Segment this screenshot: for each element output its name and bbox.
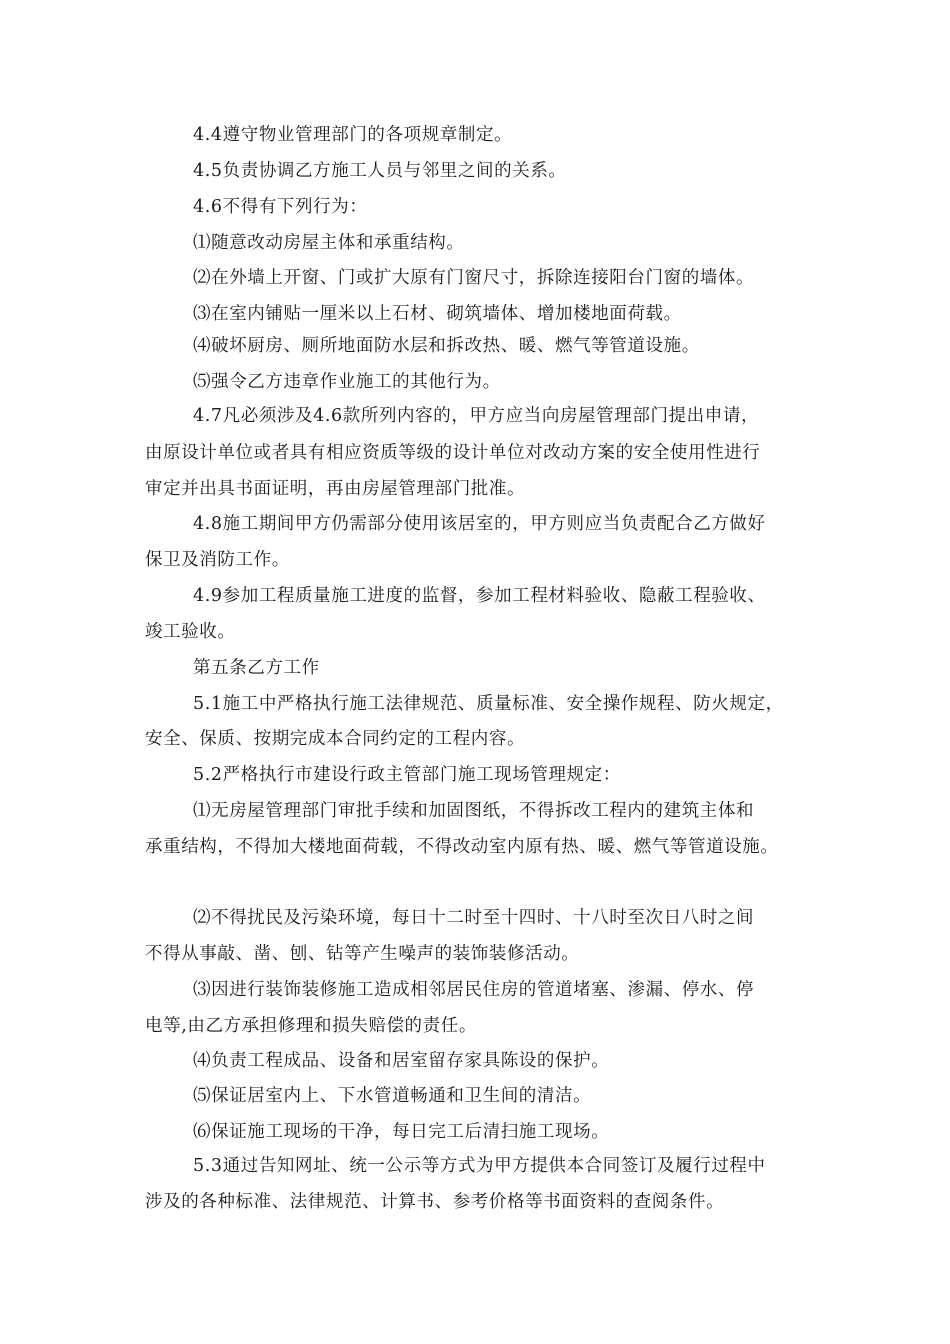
clause-4-6: 4.6不得有下列行为： [193, 197, 368, 217]
clause-4-6-item-2: ⑵在外墙上开窗、门或扩大原有门窗尺寸，拆除连接阳台门窗的墙体。 [193, 268, 755, 288]
clause-4-4: 4.4遵守物业管理部门的各项规章制定。 [193, 125, 513, 145]
clause-4-6-item-1: ⑴随意改动房屋主体和承重结构。 [193, 233, 465, 253]
clause-5-2-item-2-line-2: 不得从事敲、凿、刨、钻等产生噪声的装饰装修活动。 [145, 944, 580, 964]
clause-5-1-line-2: 安全、保质、按期完成本合同约定的工程内容。 [145, 729, 526, 749]
clause-4-6-item-5: ⑸强令乙方违章作业施工的其他行为。 [193, 372, 501, 392]
clause-5-2-item-3-line-2: 电等,由乙方承担修理和损失赔偿的责任。 [145, 1016, 477, 1036]
clause-4-7-line-3: 审定并出具书面证明，再由房屋管理部门批准。 [145, 479, 526, 499]
clause-4-9-line-2: 竣工验收。 [145, 622, 236, 642]
clause-5-2-item-1-line-1: ⑴无房屋管理部门审批手续和加固图纸，不得拆改工程内的建筑主体和 [193, 801, 755, 821]
clause-5-3-line-1: 5.3通过告知网址、统一公示等方式为甲方提供本合同签订及履行过程中 [193, 1156, 766, 1176]
clause-5-2: 5.2严格执行市建设行政主管部门施工现场管理规定： [193, 765, 621, 785]
clause-4-6-item-4: ⑷破坏厨房、厕所地面防水层和拆改热、暖、燃气等管道设施。 [193, 336, 700, 356]
clause-5-2-item-5: ⑸保证居室内上、下水管道畅通和卫生间的清洁。 [193, 1086, 592, 1106]
clause-5-2-item-4: ⑷负责工程成品、设备和居室留存家具陈设的保护。 [193, 1051, 610, 1071]
clause-4-5: 4.5负责协调乙方施工人员与邻里之间的关系。 [193, 161, 567, 181]
clause-5-2-item-1-line-2: 承重结构，不得加大楼地面荷载，不得改动室内原有热、暖、燃气等管道设施。 [145, 837, 779, 857]
article-5-heading: 第五条乙方工作 [193, 658, 320, 678]
clause-4-8-line-1: 4.8施工期间甲方仍需部分使用该居室的，甲方则应当负责配合乙方做好 [193, 514, 766, 534]
clause-4-7-line-1: 4.7凡必须涉及4.6款所列内容的，甲方应当向房屋管理部门提出申请， [193, 406, 760, 426]
clause-5-1-line-1: 5.1施工中严格执行施工法律规范、质量标准、安全操作规程、防火规定， [193, 694, 784, 714]
clause-5-2-item-2-line-1: ⑵不得扰民及污染环境，每日十二时至十四时、十八时至次日八时之间 [193, 908, 755, 928]
clause-5-2-item-3-line-1: ⑶因进行装饰装修施工造成相邻居民住房的管道堵塞、渗漏、停水、停 [193, 980, 755, 1000]
clause-4-7-line-2: 由原设计单位或者具有相应资质等级的设计单位对改动方案的安全使用性进行 [145, 443, 761, 463]
clause-5-2-item-6: ⑹保证施工现场的干净，每日完工后清扫施工现场。 [193, 1122, 610, 1142]
clause-4-6-item-3: ⑶在室内铺贴一厘米以上石材、砌筑墙体、增加楼地面荷载。 [193, 304, 682, 324]
clause-5-3-line-2: 涉及的各种标准、法律规范、计算书、参考价格等书面资料的查阅条件。 [145, 1192, 725, 1212]
clause-4-9-line-1: 4.9参加工程质量施工进度的监督，参加工程材料验收、隐蔽工程验收、 [193, 586, 766, 606]
clause-4-8-line-2: 保卫及消防工作。 [145, 550, 290, 570]
